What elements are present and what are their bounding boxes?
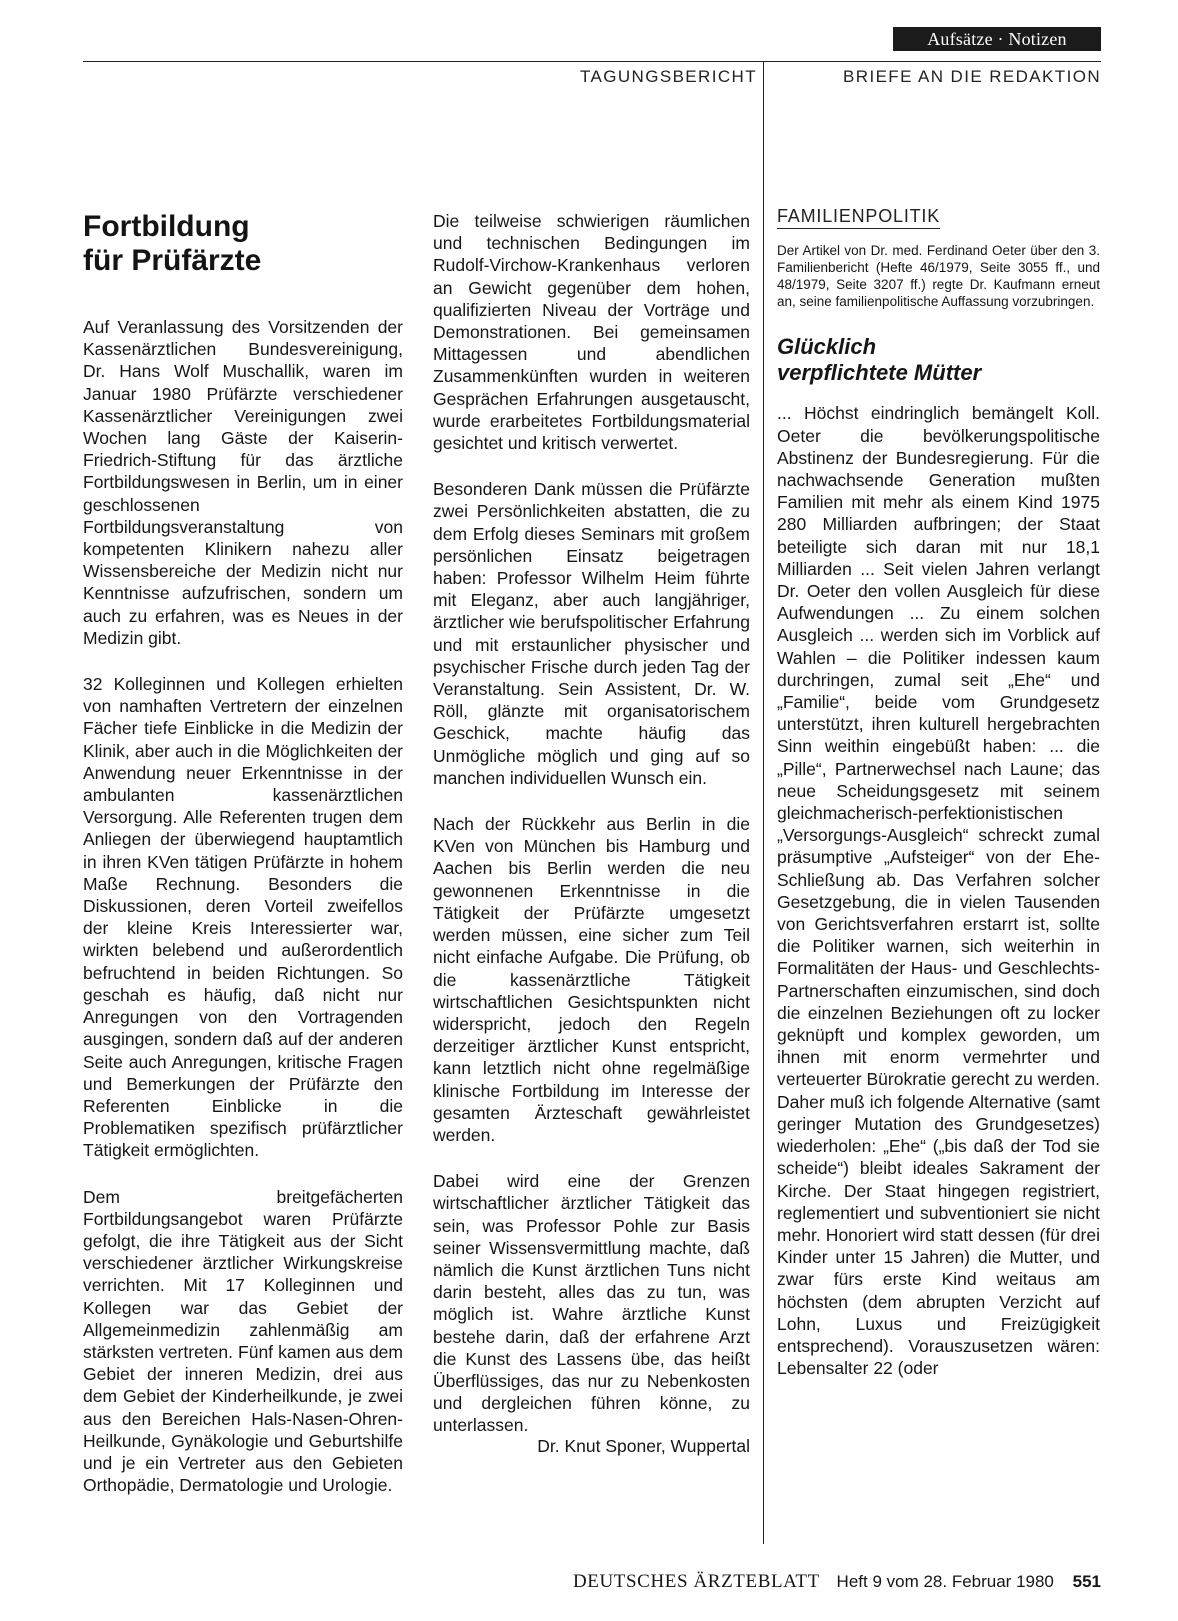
letter-column [777,205,1100,1403]
letter-rubric: FAMILIENPOLITIK [777,205,940,229]
report-column-2 [433,210,750,1457]
page-footer [573,1571,1101,1593]
report-title-line-2: für Prüfärzte [83,244,262,277]
letter-title [777,334,1100,386]
report-paragraph: Dabei wird eine der Grenzen wirtschaftlicher ärztlicher Tätigkeit das sein, was Professor Pohle zur Basis seiner Wissensvermittlung machte, daß nämlich die Kunst ärztlichen Tuns nicht darin besteht, alles das zu tun, was möglich ist. Wahre ärztliche Kunst bestehe darin, daß der erfahrene Arzt die Kunst des Lassens übe, das heißt Überflüssiges, das nur zu Nebenkosten und dergleichen führen könne, zu unterlassen. [433,1171,750,1436]
report-paragraph: Die teilweise schwierigen räumlichen und technischen Bedingungen im Rudolf-Virchow-Krankenhaus verloren an Gewicht gegenüber dem hohen, qualifizierten Niveau der Vorträge und Demonstrationen. Bei gemeinsamen Mittagessen und abendlichen Zusammenkünften wurden in weiteren Gesprächen Erfahrungen ausgetauscht, wurde erarbeitetes Fortbildungsmaterial gesichtet und kritisch verwertet. [433,211,750,454]
section-heading-letters: BRIEFE AN DIE REDAKTION [843,67,1101,86]
page-number: 551 [1072,1572,1101,1591]
report-paragraph: Besonderen Dank müssen die Prüfärzte zwei Persönlichkeiten abstatten, die zu dem Erfolg dieses Seminars mit großem persönlichen Einsatz beigetragen haben: Professor Wilhelm Heim führte mit Eleganz, aber auch langjähriger, ärztlicher wie berufspolitischer Erfahrung und mit erstaunlicher physischer und psychischer Frische durch jeden Tag der Veranstaltung. Sein Assistent, Dr. W. Röll, glänzte mit organisatorischem Geschick, machte häufig das Unmögliche möglich und ging auf so manchen individuellen Wunsch ein. [433,479,750,788]
letter-intro: Der Artikel von Dr. med. Ferdinand Oeter über den 3. Familienbericht (Hefte 46/1979, Seite 3055 ff., und 48/1979, Seite 3207 ff.) regte Dr. Kaufmann erneut an, seine familienpolitische Auffassung vorzubringen. [777,243,1100,309]
report-column-1 [83,200,403,1520]
column-divider [763,61,764,1544]
report-title [83,210,403,278]
letter-title-line-1: Glücklich [777,334,877,360]
report-paragraph: Nach der Rückkehr aus Berlin in die KVen von München bis Hamburg und Aachen bis Berlin werden die neu gewonnenen Erkenntnisse in die Tätigkeit der Prüfärzte umgesetzt werden müssen, eine sicher zum Teil nicht einfache Aufgabe. Die Prüfung, ob die kassenärztliche Tätigkeit wirtschaftlichen Gesichtspunkten nicht widerspricht, jedoch den Regeln derzeitiger ärztlicher Kunst entspricht, kann letztlich nicht ohne regelmäßige klinische Fortbildung im Interesse der gesamten Ärzteschaft gewährleistet werden. [433,814,750,1145]
footer-magazine: DEUTSCHES ÄRZTEBLATT [572,1571,820,1592]
report-paragraph: 32 Kolleginnen und Kollegen erhielten von namhaften Vertretern der einzelnen Fächer tiefe Einblicke in die Medizin der Klinik, aber auch in die Möglichkeiten der Anwendung neuer Erkenntnisse in der ambulanten kassenärztlichen Versorgung. Alle Referenten trugen dem Anliegen der überwiegend hauptamtlich in ihren KVen tätigen Prüfärzte in hohem Maße Rechnung. Besonders die Diskussionen, deren Vorteil zweifellos der kleine Kreis Interessierter war, wirkten belebend und außerordentlich befruchtend in beiden Richtungen. So geschah es häufig, daß nicht nur Anregungen von den Vortragenden ausgingen, sondern daß auf der anderen Seite auch Anregungen, kritische Fragen und Bemerkungen der Prüfärzte den Referenten Einblicke in die Problematiken spezifisch prüfärztlicher Tätigkeit ermöglichten. [83,674,403,1161]
report-paragraph: Dem breitgefächerten Fortbildungsangebot waren Prüfärzte gefolgt, die ihre Tätigkeit aus der Sicht verschiedener ärztlicher Wirkungskreise verrichten. Mit 17 Kolleginnen und Kollegen war das Gebiet der Allgemeinmedizin zahlenmäßig am stärksten vertreten. Fünf kamen aus dem Gebiet der inneren Medizin, drei aus dem Gebiet der Kinderheilkunde, je zwei aus den Bereichen Hals-Nasen-Ohren-Heilkunde, Gynäkologie und Geburtshilfe und je ein Vertreter aus den Gebieten Orthopädie, Dermatologie und Urologie. [83,1186,403,1496]
footer-issue: Heft 9 vom 28. Februar 1980 [836,1572,1054,1591]
report-paragraph: Auf Veranlassung des Vorsitzenden der Kassenärztlichen Bundesvereinigung, Dr. Hans Wolf Muschallik, waren im Januar 1980 Prüfärzte verschiedener Kassenärztlicher Vereinigungen zwei Wochen lang Gäste der Kaiserin-Friedrich-Stiftung für das ärztliche Fortbildungswesen in Berlin, um in einer geschlossenen Fortbildungsveranstaltung von kompetenten Klinikern nahezu aller Wissensbereiche der Medizin nicht nur Kenntnisse aufzufrischen, sondern um auch zu erfahren, was es Neues in der Medizin gibt. [83,317,403,648]
section-heading-report: TAGUNGSBERICHT [579,67,757,86]
report-author: Dr. Knut Sponer, Wuppertal [537,1435,750,1456]
section-badge: Aufsätze · Notizen [893,27,1101,51]
letter-body: ... Höchst eindringlich bemängelt Koll. Oeter die bevölkerungspolitische Abstinenz der Bundesregierung. Für die nachwachsende Generation mußten Familien mit mehr als einem Kind 1975 280 Milliarden aufbringen; der Staat beteiligte sich daran mit nur 18,1 Milliarden ... Seit vielen Jahren verlangt Dr. Oeter den vollen Ausgleich für diese Aufwendungen ... Zu einem solchen Ausgleich ... werden sich im Vorblick auf Wahlen – die Politiker indessen kaum durchringen, zumal seit „Ehe“ und „Familie“, beide vom Grundgesetz unterstützt, ihren kulturell hergebrachten Sinn weithin eingebüßt haben: ... die „Pille“, Partnerwechsel nach Laune; das neue Scheidungsgesetz mit seinem gleichmacherisch-perfektionistischen „Versorgungs-Ausgleich“ schreckt zumal präsumptive „Aufsteiger“ von der Ehe-Schließung ab. Das Verfahren solcher Gesetzgebung, die in vielen Tausenden von Gerichtsverfahren erstarrt ist, sollte die Politiker warnen, sich weiterhin in Formalitäten der Haus- und Geschlechts-Partnerschaften einzumischen, sind doch die einzelnen Beziehungen oft zu locker geknüpft und komplex geworden, um ihnen mit enorm vermehrter und verteuerter Bürokratie gerecht zu werden. Daher muß ich folgende Alternative (samt geringer Mutation des Grundgesetzes) wiederholen: „Ehe“ („bis daß der Tod sie scheide“) bleibt ideales Sakrament der Kirche. Der Staat hingegen registriert, reglementiert und subventioniert sie nicht mehr. Honoriert wird statt dessen (für drei Kinder unter 15 Jahren) die Mutter, und zwar fürs erste Kind weitaus am höchsten (dem abrupten Verzicht auf Lohn, Luxus und Freizügigkeit entsprechend). Vorauszusetzen wären: Lebensalter 22 (oder [777,403,1100,1379]
letter-title-line-2: verpflichtete Mütter [777,360,982,386]
header-rule [83,61,1101,62]
report-title-line-1: Fortbildung [83,210,250,243]
